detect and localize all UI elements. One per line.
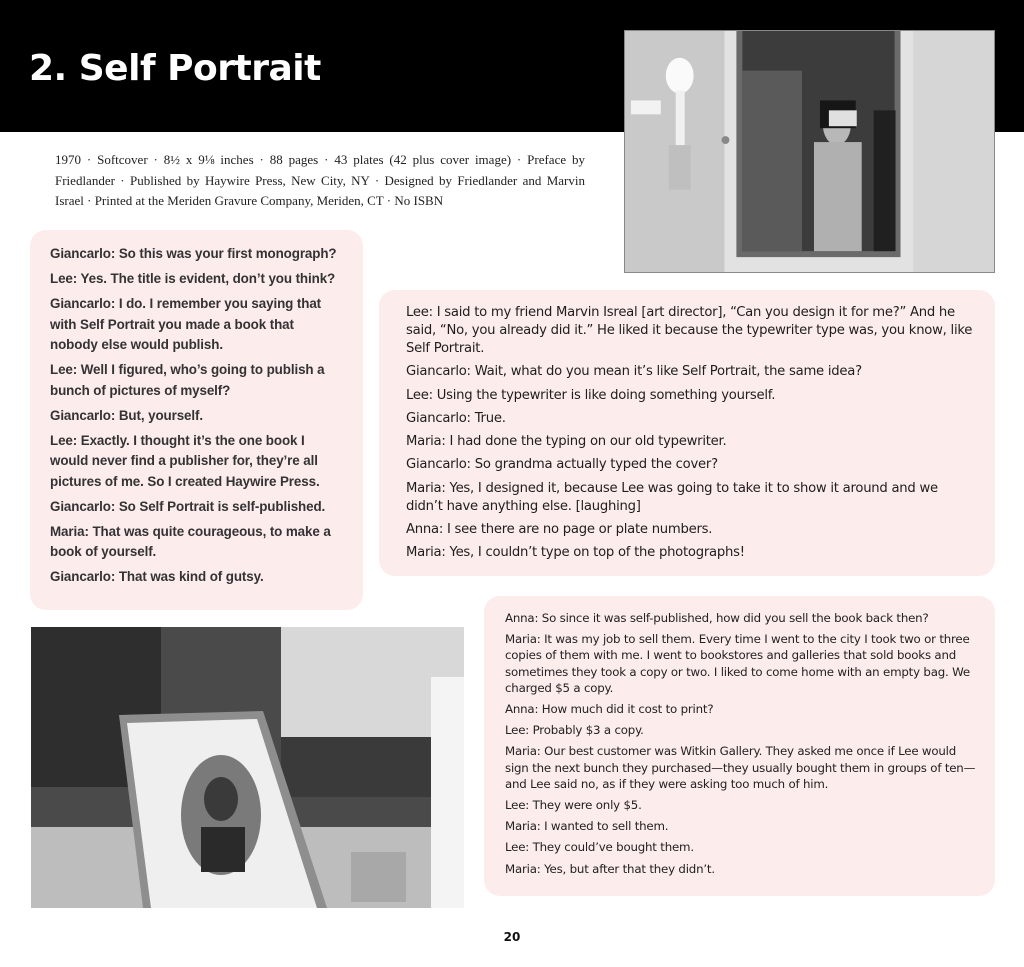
dialogue-line: Giancarlo: So Self Portrait is self-published. [50, 498, 326, 514]
dialogue-line: Giancarlo: True. [406, 410, 506, 426]
dialogue-line: Giancarlo: Wait, what do you mean it’s like Self Portrait, the same idea? [406, 364, 862, 380]
dialogue-bubble-1 [30, 230, 363, 610]
dialogue-line: Lee: Using the typewriter is like doing something yourself. [406, 387, 776, 403]
dialogue-line: Lee: I said to my friend Marvin Isreal [art director], “Can you design it for me?” And he said, “No, you already did it.” He liked it because the typewriter type was, you know, like Self Portrait. [406, 305, 973, 356]
dialogue-line: Lee: Well I figured, who’s going to publish a bunch of pictures of myself? [50, 362, 325, 398]
page-number: 20 [503, 930, 521, 944]
dialogue-line: Maria: I wanted to sell them. [505, 819, 669, 834]
shop-window-framed-portrait-photo [31, 627, 464, 908]
dialogue-line: Lee: They could’ve bought them. [505, 840, 694, 855]
dialogue-bubble-3 [484, 596, 995, 896]
dialogue-line: Anna: I see there are no page or plate numbers. [406, 522, 713, 538]
dialogue-line: Maria: Our best customer was Witkin Gallery. They asked me once if Lee would sign the next bunch they purchased—they usually bought them in groups of ten—and Lee said no, as if they were asking too much of him. [505, 744, 976, 791]
dialogue-line: Maria: Yes, but after that they didn’t. [505, 861, 715, 876]
dialogue-line: Maria: It was my job to sell them. Every time I went to the city I took two or three copies of them with me. I went to bookstores and galleries that sold books and sometimes they took a copy or two. I liked to come home with an empty bag. We charged $5 a copy. [505, 632, 970, 695]
dialogue-line: Maria: I had done the typing on our old typewriter. [406, 434, 727, 450]
dialogue-line: Giancarlo: So grandma actually typed the cover? [406, 457, 718, 473]
dialogue-line: Anna: How much did it cost to print? [505, 702, 714, 717]
dialogue-line: Anna: So since it was self-published, how did you sell the book back then? [505, 611, 929, 625]
dialogue-line: Lee: Probably $3 a copy. [505, 723, 644, 738]
dialogue-line: Maria: Yes, I couldn’t type on top of the photographs! [406, 545, 745, 561]
self-portrait-mirror-photo [624, 30, 995, 273]
page-title: 2. Self Portrait [29, 48, 321, 89]
dialogue-line: Lee: Exactly. I thought it’s the one book I would never find a publisher for, they’re all pictures of me. So I created Haywire Press. [50, 432, 320, 489]
dialogue-line: Giancarlo: But, yourself. [50, 407, 204, 423]
dialogue-line: Giancarlo: So this was your first monograph? [50, 246, 337, 261]
publication-details: 1970 · Softcover · 8½ x 9⅛ inches · 88 pages · 43 plates (42 plus cover image) · Preface by Friedlander · Published by Haywire Press, New City, NY · Designed by Friedlander and Marvin Israel · Printed at the Meriden Gravure Company, Meriden, CT · No ISBN [55, 152, 585, 208]
dialogue-line: Giancarlo: That was kind of gutsy. [50, 569, 264, 584]
dialogue-line: Lee: Yes. The title is evident, don’t you think? [50, 271, 336, 286]
dialogue-line: Maria: That was quite courageous, to make a book of yourself. [50, 523, 331, 559]
dialogue-bubble-2 [379, 290, 995, 576]
dialogue-line: Maria: Yes, I designed it, because Lee was going to take it to show it around and we didn’t have anything else. [laughing] [406, 480, 938, 514]
dialogue-line: Giancarlo: I do. I remember you saying that with Self Portrait you made a book that nobody else would publish. [50, 296, 322, 352]
dialogue-line: Lee: They were only $5. [505, 798, 642, 813]
